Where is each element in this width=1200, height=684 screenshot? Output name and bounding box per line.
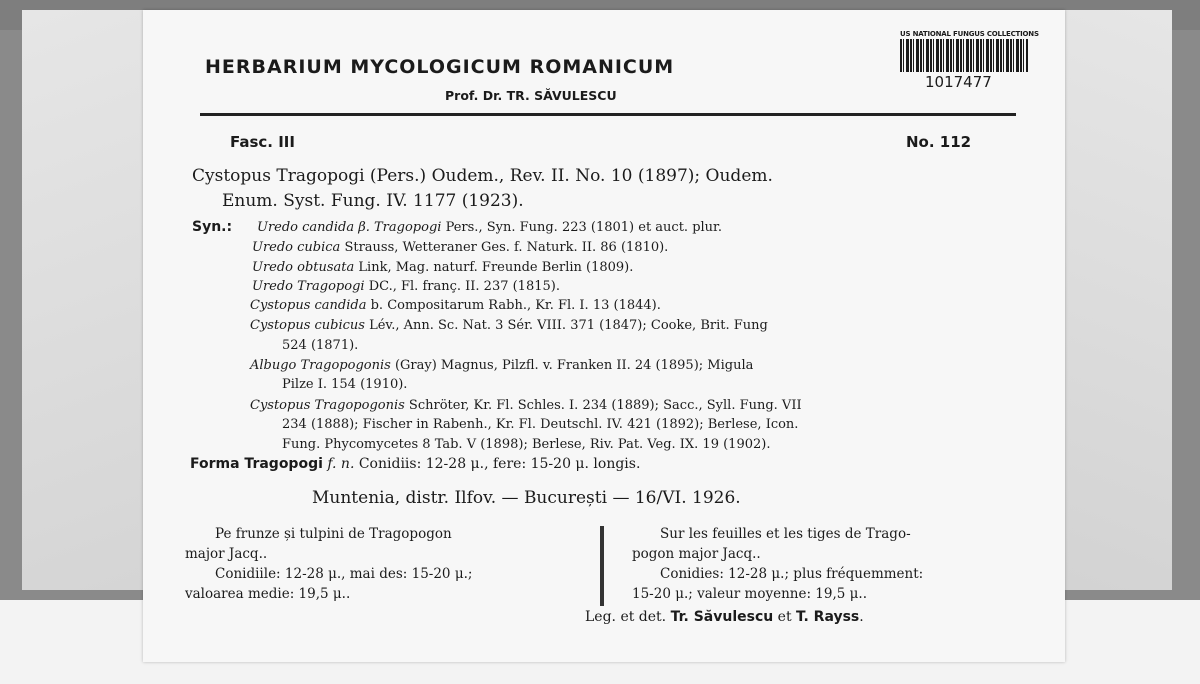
- right-column-line: Conidies: 12-28 μ.; plus fréquemment:: [660, 566, 924, 582]
- synonym-ref: Pers., Syn. Fung. 223 (1801) et auct. plur.: [441, 220, 722, 235]
- right-column-line: Sur les feuilles et les tiges de Trago-: [660, 526, 911, 542]
- synonym-ref: Pilze I. 154 (1910).: [282, 377, 408, 392]
- leg-det-prefix: Leg. et det.: [585, 609, 671, 625]
- species-title-line-2: Enum. Syst. Fung. IV. 1177 (1923).: [222, 191, 524, 211]
- header-rule: [200, 113, 1016, 116]
- synonym-entry: [282, 437, 770, 452]
- synonym-name: Uredo Tragopogi: [252, 279, 365, 294]
- collector-name-2: T. Rayss: [796, 609, 860, 625]
- synonym-ref: Link, Mag. naturf. Freunde Berlin (1809).: [354, 260, 634, 275]
- forma-suffix: f. n.: [322, 456, 355, 472]
- synonym-entry: [252, 240, 668, 255]
- herbarium-label: [143, 10, 1065, 662]
- synonyms-label: Syn.:: [192, 219, 233, 235]
- synonym-ref: (Gray) Magnus, Pilzfl. v. Franken II. 24 (1895); Migula: [390, 358, 754, 373]
- specimen-number: No. 112: [906, 133, 972, 151]
- leg-det-end: .: [859, 609, 864, 625]
- collector-line: [585, 609, 864, 625]
- synonym-ref: Lév., Ann. Sc. Nat. 3 Sér. VIII. 371 (1847); Cooke, Brit. Fung: [364, 318, 768, 333]
- synonym-ref: 234 (1888); Fischer in Rabenh., Kr. Fl. Deutschl. IV. 421 (1892); Berlese, Icon.: [282, 417, 799, 432]
- collector-name-1: Tr. Săvulescu: [670, 609, 774, 625]
- left-column-line: valoarea medie: 19,5 μ..: [185, 586, 351, 602]
- locality: Muntenia, distr. Ilfov. — București — 16/VI. 1926.: [312, 488, 741, 508]
- synonym-entry: [252, 279, 560, 294]
- synonym-name: Cystopus Tragopogonis: [250, 398, 405, 413]
- synonym-ref: Strauss, Wetteraner Ges. f. Naturk. II. 86 (1810).: [340, 240, 669, 255]
- synonym-ref: 524 (1871).: [282, 338, 359, 353]
- synonym-entry: [252, 260, 633, 275]
- leg-det-mid: et: [773, 609, 797, 625]
- synonym-entry: [282, 377, 407, 392]
- synonym-entry: [250, 318, 768, 333]
- species-title-line-1: Cystopus Tragopogi (Pers.) Oudem., Rev. II. No. 10 (1897); Oudem.: [192, 166, 773, 186]
- synonym-entry: [250, 398, 802, 413]
- barcode-image: [900, 39, 1028, 72]
- left-column-line: Conidiile: 12-28 μ., mai des: 15-20 μ.;: [215, 566, 473, 582]
- synonym-entry: [250, 298, 661, 313]
- fascicle-label: Fasc. III: [230, 133, 295, 151]
- synonym-ref: DC., Fl. franç. II. 237 (1815).: [364, 279, 560, 294]
- synonym-entry: [282, 417, 798, 432]
- synonym-name: Cystopus candida: [250, 298, 367, 313]
- barcode-caption: US NATIONAL FUNGUS COLLECTIONS: [900, 30, 1039, 38]
- synonym-entry: [257, 220, 722, 235]
- synonym-entry: [282, 338, 358, 353]
- herbarium-subtitle: Prof. Dr. TR. SĂVULESCU: [445, 88, 617, 103]
- forma-text: Conidiis: 12-28 μ., fere: 15-20 μ. longis.: [354, 456, 641, 472]
- right-column-line: pogon major Jacq..: [632, 546, 761, 562]
- synonym-name: Cystopus cubicus: [250, 318, 365, 333]
- synonym-entry: [250, 358, 753, 373]
- synonym-name: Uredo candida β. Tragopogi: [257, 220, 442, 235]
- synonym-ref: Fung. Phycomycetes 8 Tab. V (1898); Berlese, Riv. Pat. Veg. IX. 19 (1902).: [282, 437, 771, 452]
- left-column-line: major Jacq..: [185, 546, 268, 562]
- left-column-line: Pe frunze și tulpini de Tragopogon: [215, 526, 452, 542]
- column-divider: [600, 526, 604, 606]
- synonym-name: Uredo cubica: [252, 240, 341, 255]
- synonym-name: Albugo Tragopogonis: [250, 358, 391, 373]
- barcode-number: 1017477: [925, 73, 992, 91]
- herbarium-title: HERBARIUM MYCOLOGICUM ROMANICUM: [205, 56, 675, 78]
- synonym-name: Uredo obtusata: [252, 260, 355, 275]
- right-column-line: 15-20 μ.; valeur moyenne: 19,5 μ..: [632, 586, 868, 602]
- synonym-ref: Schröter, Kr. Fl. Schles. I. 234 (1889); Sacc., Syll. Fung. VII: [404, 398, 802, 413]
- forma-line: [190, 456, 640, 472]
- synonym-ref: b. Compositarum Rabh., Kr. Fl. I. 13 (1844).: [366, 298, 661, 313]
- forma-name: Forma Tragopogi: [190, 456, 323, 472]
